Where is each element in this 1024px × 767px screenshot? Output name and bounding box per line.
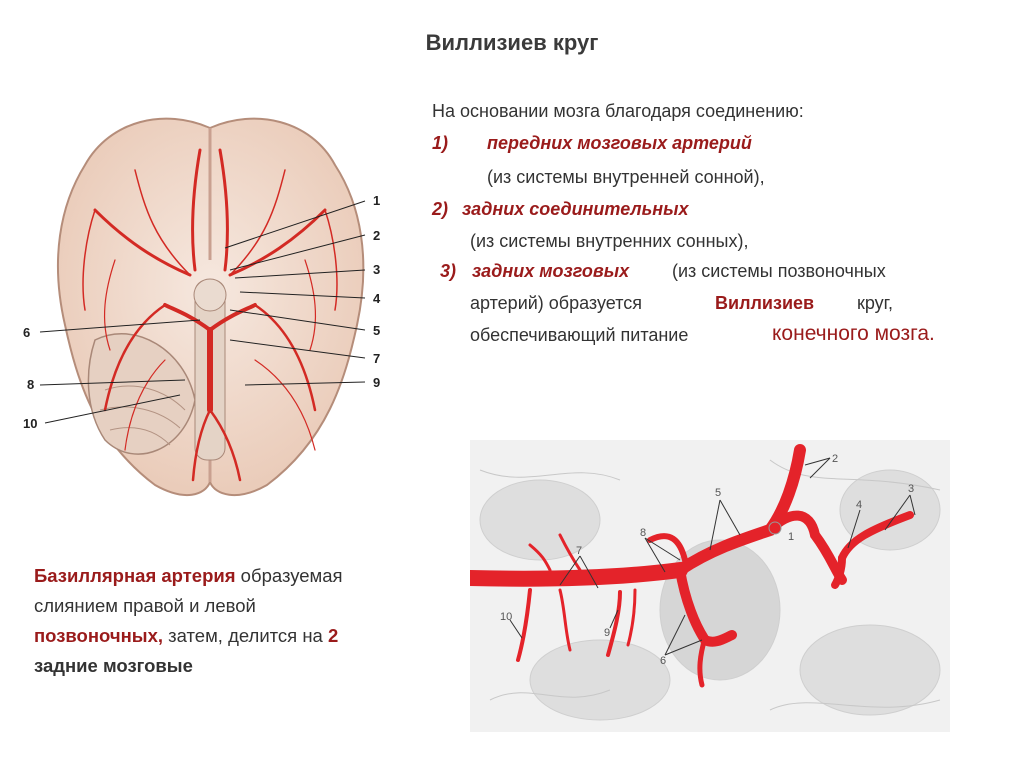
conclusion-text-2: круг,	[857, 293, 894, 313]
brain-label-6: 6	[23, 325, 31, 340]
item1-name: передних мозговых артерий	[487, 133, 752, 153]
brain-label-9: 9	[373, 375, 381, 390]
page-title: Виллизиев круг	[425, 30, 599, 55]
vessel-label-6: 6	[660, 655, 667, 667]
vertebral-term: позвоночных,	[34, 625, 164, 646]
vessel-label-10: 10	[500, 611, 513, 623]
vessel-label-9: 9	[604, 627, 611, 639]
brain-label-7: 7	[373, 351, 381, 366]
vessel-label-4: 4	[856, 499, 863, 511]
brain-label-1: 1	[373, 193, 381, 208]
brain-label-8: 8	[27, 377, 35, 392]
brain-base-illustration	[15, 110, 405, 510]
basilar-text-2: слиянием правой и левой	[34, 595, 256, 616]
brain-label-5: 5	[373, 323, 381, 338]
vessel-label-8: 8	[640, 527, 647, 539]
item2-name: задних соединительных	[462, 199, 689, 219]
brain-label-3: 3	[373, 262, 381, 277]
brain-label-10: 10	[23, 416, 38, 431]
vessel-label-1: 1	[788, 531, 795, 543]
item3-number: 3)	[440, 261, 457, 281]
cerebrum-term: конечного мозга.	[772, 322, 935, 345]
vessel-label-2: 2	[832, 453, 839, 465]
branch-count: 2	[328, 625, 339, 646]
posterior-cerebral-term: задние мозговые	[34, 655, 193, 676]
conclusion-text-3: обеспечивающий питание	[470, 325, 689, 345]
vessel-photo-illustration	[470, 440, 950, 732]
basilar-text-1: образуемая	[235, 565, 343, 586]
item3-rest: (из системы позвоночных	[672, 261, 886, 281]
brain-label-4: 4	[373, 291, 381, 306]
willis-term: Виллизиев	[715, 293, 815, 313]
item1-number: 1)	[432, 133, 449, 153]
intro-line: На основании мозга благодаря соединению:	[432, 101, 804, 121]
item1-note: (из системы внутренней сонной),	[487, 167, 765, 187]
vessel-label-5: 5	[715, 487, 722, 499]
basilar-text-3: затем, делится на	[163, 625, 323, 646]
vessel-label-3: 3	[908, 483, 915, 495]
vessel-label-7: 7	[576, 545, 583, 557]
item3-name: задних мозговых	[472, 261, 630, 281]
item2-note: (из системы внутренних сонных),	[470, 231, 749, 251]
conclusion-text-1: артерий) образуется	[470, 293, 642, 313]
brain-label-2: 2	[373, 228, 381, 243]
basilar-term: Базиллярная артерия	[34, 565, 236, 586]
item2-number: 2)	[432, 199, 449, 219]
